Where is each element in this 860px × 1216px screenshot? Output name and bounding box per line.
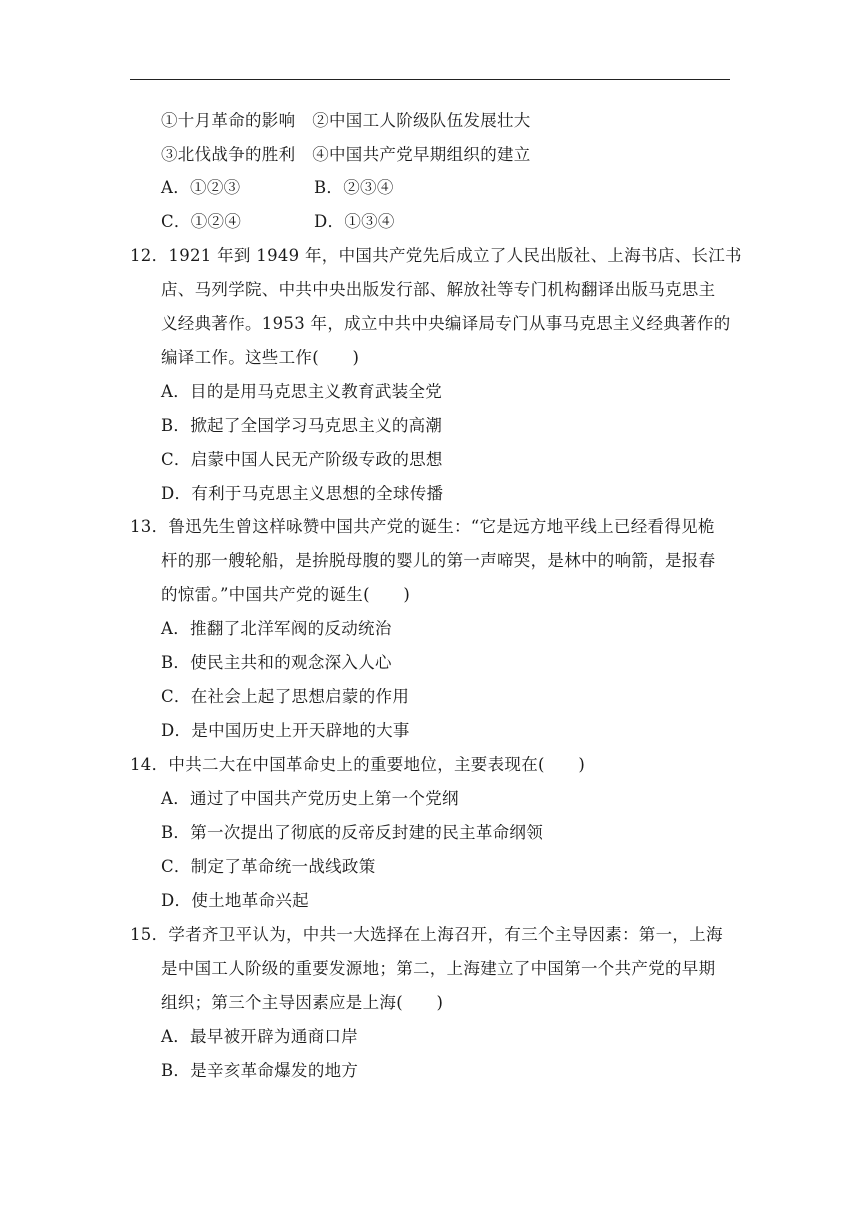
- q13-option-d[interactable]: D．是中国历史上开天辟地的大事: [161, 721, 410, 740]
- q13-stem-line-2: 杆的那一艘轮船，是拚脱母腹的婴儿的第一声啼哭，是林中的响箭，是报春: [161, 551, 716, 570]
- q14-option-c[interactable]: C．制定了革命统一战线政策: [161, 857, 376, 876]
- q12-option-a[interactable]: A．目的是用马克思主义教育武装全党: [161, 382, 443, 401]
- q12-stem-line-1: 12．1921 年到 1949 年，中国共产党先后成立了人民出版社、上海书店、长江书: [130, 246, 742, 265]
- q11-option-d[interactable]: D．①③④: [314, 212, 395, 231]
- q14-option-d[interactable]: D．使土地革命兴起: [161, 891, 309, 910]
- q11-option-b[interactable]: B．②③④: [314, 178, 394, 197]
- q11-items-line-2: ③北伐战争的胜利 ④中国共产党早期组织的建立: [161, 145, 531, 164]
- q12-option-c[interactable]: C．启蒙中国人民无产阶级专政的思想: [161, 450, 443, 469]
- header-rule: [130, 79, 730, 80]
- q11-option-a[interactable]: A．①②③: [161, 178, 241, 197]
- q15-stem-line-3: 组织；第三个主导因素应是上海( ): [161, 993, 444, 1012]
- q13-stem-line-3: 的惊雷。”中国共产党的诞生( ): [161, 585, 411, 604]
- q13-option-b[interactable]: B．使民主共和的观念深入人心: [161, 653, 392, 672]
- q15-stem-line-1: 15．学者齐卫平认为，中共一大选择在上海召开，有三个主导因素：第一，上海: [130, 925, 723, 944]
- q11-option-c[interactable]: C．①②④: [161, 212, 242, 231]
- q14-option-b[interactable]: B．第一次提出了彻底的反帝反封建的民主革命纲领: [161, 823, 544, 842]
- q15-option-a[interactable]: A．最早被开辟为通商口岸: [161, 1027, 359, 1046]
- q12-stem-line-2: 店、马列学院、中共中央出版发行部、解放社等专门机构翻译出版马克思主: [161, 280, 716, 299]
- q15-option-b[interactable]: B．是辛亥革命爆发的地方: [161, 1061, 359, 1080]
- q12-option-d[interactable]: D．有利于马克思主义思想的全球传播: [161, 484, 444, 503]
- q13-option-a[interactable]: A．推翻了北洋军阀的反动统治: [161, 619, 392, 638]
- q13-option-c[interactable]: C．在社会上起了思想启蒙的作用: [161, 687, 410, 706]
- q11-items-line-1: ①十月革命的影响 ②中国工人阶级队伍发展壮大: [161, 111, 531, 130]
- q12-option-b[interactable]: B．掀起了全国学习马克思主义的高潮: [161, 416, 443, 435]
- q11-options-row-1: [161, 177, 561, 199]
- q14-option-a[interactable]: A．通过了中国共产党历史上第一个党纲: [161, 789, 459, 808]
- q14-stem-line-1: 14．中共二大在中国革命史上的重要地位，主要表现在( ): [130, 755, 586, 774]
- q12-stem-line-4: 编译工作。这些工作( ): [161, 348, 360, 367]
- q13-stem-line-1: 13．鲁迅先生曾这样咏赞中国共产党的诞生：“它是远方地平线上已经看得见桅: [130, 517, 715, 536]
- q12-stem-line-3: 义经典著作。1953 年，成立中共中央编译局专门从事马克思主义经典著作的: [161, 314, 731, 333]
- q11-options-row-2: [161, 211, 561, 233]
- q15-stem-line-2: 是中国工人阶级的重要发源地；第二，上海建立了中国第一个共产党的早期: [161, 959, 716, 978]
